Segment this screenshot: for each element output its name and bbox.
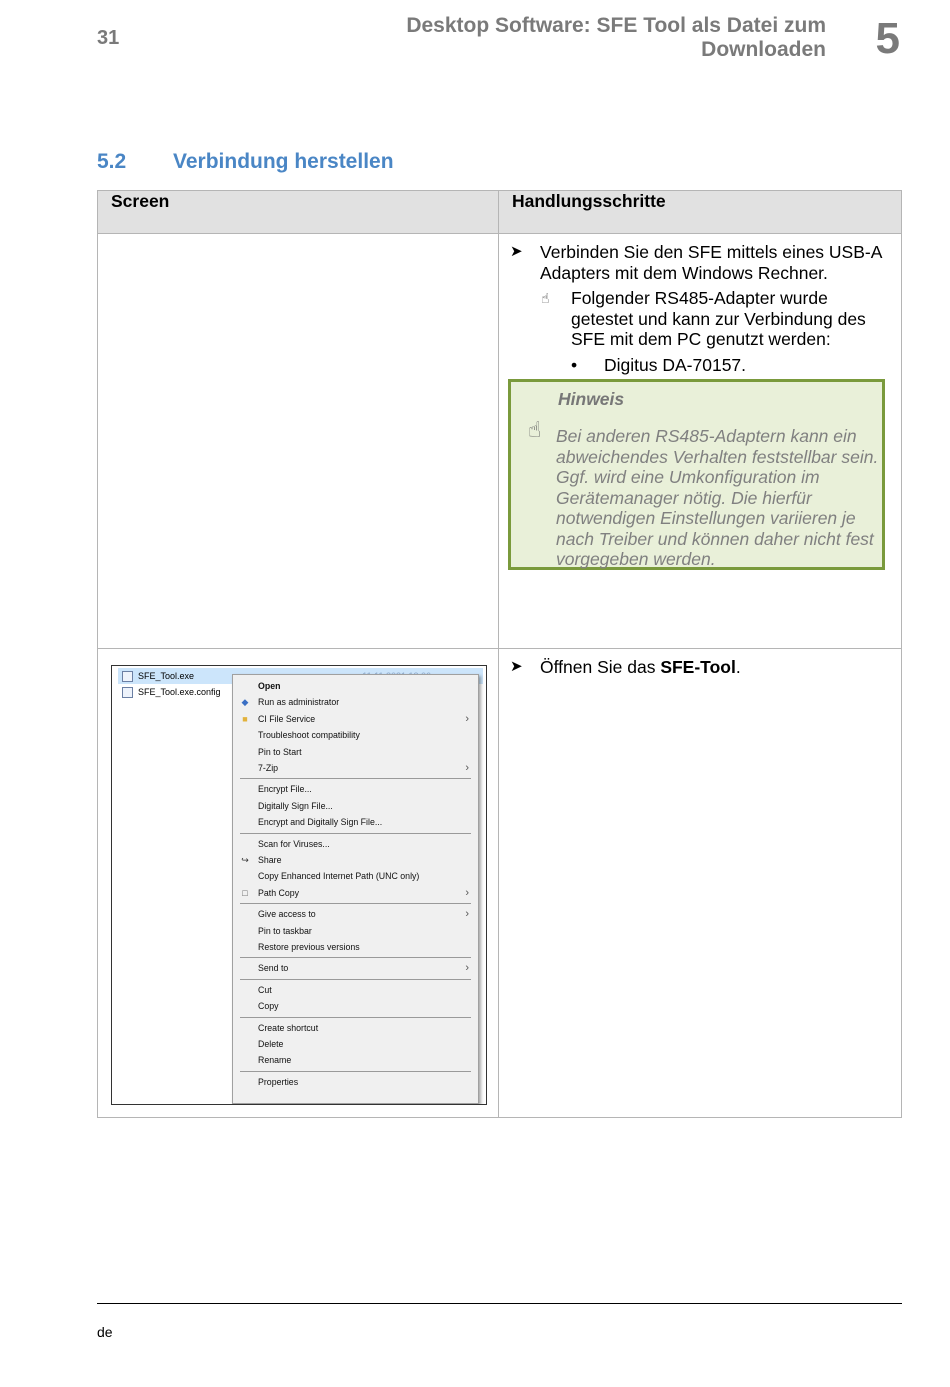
screen-cell-1 [98,234,499,649]
copy-icon: □ [242,887,248,898]
arrow-bullet-icon: ➤ [510,243,523,260]
header-title-line2: Downloaden [701,38,826,61]
folder-icon: ■ [242,713,248,724]
explorer-screenshot [111,665,487,1105]
footer-language: de [97,1324,113,1340]
steps-cell-1 [499,234,902,649]
chevron-right-icon: › [465,762,469,774]
menu-separator [240,979,471,980]
menu-item[interactable] [233,781,478,797]
menu-item-label: Open [258,681,281,691]
menu-item-label: Send to [258,963,289,974]
step-open-tool: ➤ Öffnen Sie das SFE-Tool. [510,657,741,677]
menu-item-label: Properties [258,1076,299,1087]
menu-item[interactable] [233,852,478,868]
file-row-exe: SFE_Tool.exe [118,668,483,684]
section-heading [97,150,394,174]
menu-item[interactable] [233,1074,478,1090]
menu-item-label: Pin to taskbar [258,925,312,936]
menu-item[interactable] [233,711,478,727]
header-title-line1: Desktop Software: SFE Tool als Datei zum [406,14,826,37]
hand-pointer-icon: ☝ [528,417,542,442]
menu-item[interactable] [233,727,478,743]
chevron-right-icon: › [465,962,469,975]
menu-item-label: Scan for Viruses... [258,838,330,849]
menu-item-label: Share [258,855,282,865]
menu-item-label: Copy Enhanced Internet Path (UNC only) [258,871,420,882]
menu-item[interactable] [233,814,478,830]
instruction-table [97,190,902,1118]
arrow-bullet-icon: ➤ [510,658,523,675]
chevron-right-icon: › [465,908,469,921]
menu-item[interactable] [233,1052,478,1068]
exe-file-icon [122,671,133,682]
chevron-right-icon: › [465,712,469,725]
chapter-number: 5 [875,14,900,63]
menu-item-label: Delete [258,1039,284,1049]
menu-item-label: Path Copy [258,887,300,898]
menu-item-label: Cut [258,984,272,995]
menu-item-label: Create shortcut [258,1022,319,1033]
menu-item-label: Encrypt and Digitally Sign File... [258,817,383,828]
menu-item[interactable] [233,1020,478,1036]
bullet-dot-icon: • [571,355,578,375]
steps-cell-2 [499,649,902,1118]
menu-separator [240,957,471,958]
note-title: Hinweis [558,389,625,409]
menu-separator [240,1071,471,1072]
menu-item[interactable] [233,960,478,976]
sub-step-adapter: ☝ Folgender RS485-Adapter wurde getestet und kann zur Verbindung des SFE mit dem PC genutzt werden: [541,288,866,349]
menu-item-label: Troubleshoot compatibility [258,730,360,741]
menu-item[interactable] [233,939,478,955]
menu-item[interactable] [233,982,478,998]
menu-item[interactable] [233,798,478,814]
menu-item[interactable] [233,998,478,1014]
context-menu [232,674,479,1104]
menu-separator [240,833,471,834]
menu-item-label: Digitally Sign File... [258,800,333,811]
screen-cell-2 [98,649,499,1118]
menu-item[interactable] [233,868,478,884]
pointing-hand-icon: ☝ [541,290,550,306]
menu-item[interactable] [233,678,478,694]
menu-item[interactable] [233,885,478,901]
menu-item-label: CI File Service [258,713,316,724]
menu-item-label: Give access to [258,909,316,920]
header-title [326,14,826,62]
bullet-adapter-model: • Digitus DA-70157. [571,355,747,375]
sfe-tool-name: SFE-Tool [660,657,736,677]
menu-item-label: 7-Zip [258,763,279,773]
menu-separator [240,903,471,904]
menu-item[interactable] [233,906,478,922]
menu-item-label: Restore previous versions [258,942,360,952]
section-title: Verbindung herstellen [173,150,394,173]
menu-item[interactable] [233,744,478,760]
shield-icon: ◆ [241,697,249,708]
chevron-right-icon: › [465,886,469,899]
footer-divider [97,1303,902,1304]
note-box [508,379,885,570]
menu-item-label: Rename [258,1055,292,1066]
section-number: 5.2 [97,150,127,173]
header-handlungsschritte: Handlungsschritte [499,191,902,234]
menu-separator [240,778,471,779]
menu-item[interactable] [233,694,478,710]
share-icon: ↪ [241,855,249,865]
page-number: 31 [97,27,120,49]
menu-item-label: Copy [258,1001,279,1012]
config-file-icon [122,687,133,698]
file-row-config: SFE_Tool.exe.config [118,684,483,700]
menu-separator [240,1017,471,1018]
menu-item[interactable] [233,836,478,852]
header-screen: Screen [98,191,499,234]
note-body: Bei anderen RS485-Adaptern kann ein abweichendes Verhalten feststellbar sein. Ggf. wird eine Umkonfiguration im Gerätemanager nötig. Die hierfür notwendigen Einstellungen variieren je nach Treiber und können daher nicht fest vorgegeben werden. [556,426,879,569]
menu-item-label: Pin to Start [258,746,302,757]
step-connect: ➤ Verbinden Sie den SFE mittels eines USB-A Adapters mit dem Windows Rechner. [510,242,882,283]
menu-item[interactable] [233,760,478,776]
menu-item-label: Run as administrator [258,697,340,708]
menu-item[interactable] [233,923,478,939]
menu-item[interactable] [233,1036,478,1052]
menu-item-label: Encrypt File... [258,784,312,795]
